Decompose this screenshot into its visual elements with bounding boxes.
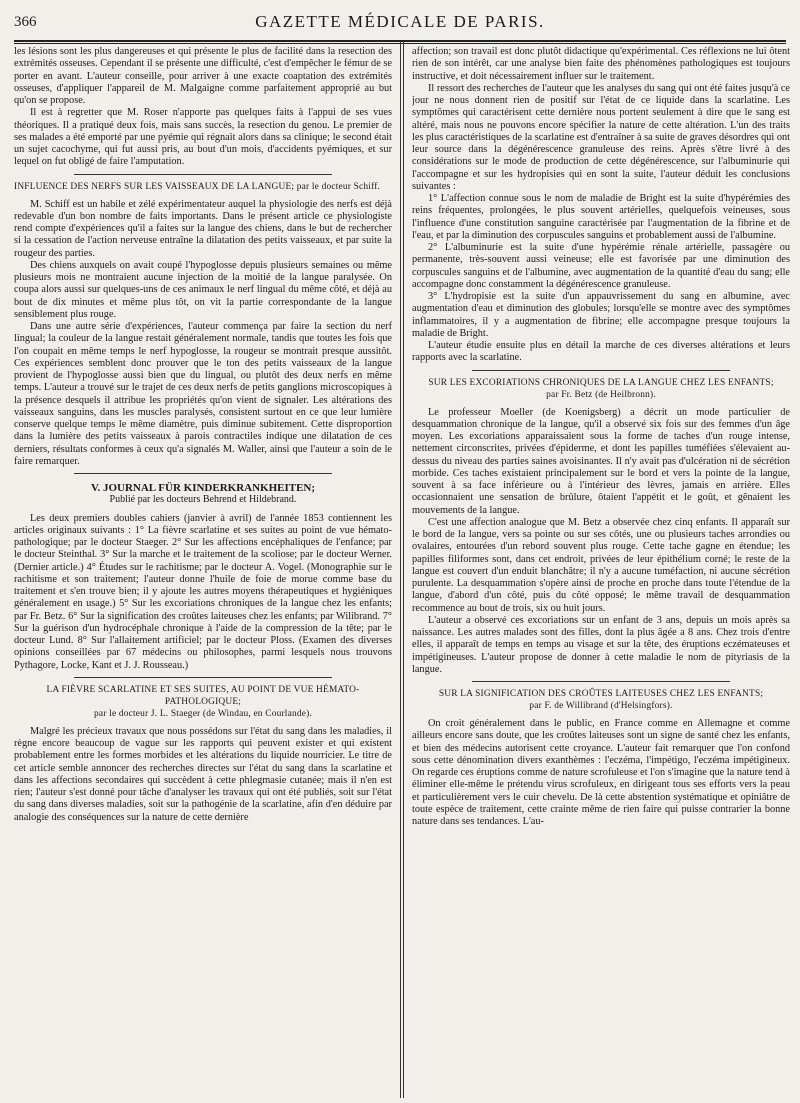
column-separator [403, 42, 404, 1098]
article-title: INFLUENCE DES NERFS SUR LES VAISSEAUX DE LA LANGUE [14, 181, 292, 192]
right-column [412, 46, 790, 1098]
page-header [14, 6, 786, 34]
paragraph: Les deux premiers doubles cahiers (janvier à avril) de l'année 1853 contiennent les articles originaux suivants : 1° La fièvre scarlatine et ses suites au point de vue hémato-pathologique; par le docteur Staeger. 2° Sur les affections encéphaliques de l'enfance; par le docteur Steinthal. 3° Sur la marche et le traitement de la scoliose; par le docteur Werner. (Dernier article.) 4° Études sur le rachitisme; par le docteur A. Vogel. (Monographie sur le rachitisme et son traitement; l'auteur donne l'huile de foie de morue comme base du traitement et s'en trouve bien; il y ajoute les autres moyens thérapeutiques et hygiéniques généralement en usage.) 5° Sur les excoriations chroniques de la langue chez les enfants; par Fr. Betz. 6° Sur la signification des croûtes laiteuses chez les enfants; par Wilibrand. 7° Sur la guérison d'un hydrocéphale chronique à l'aide de la compression de la tête; par le docteur Lund. 8° Sur l'allaitement artificiel; par le docteur Ploss. (Examen des diverses opinions conseillées par 67 médecins ou philosophes, parmi lesquels nous trouvons Pythagore, Locke, Kant et J. J. Rousseau.) [14, 512, 392, 671]
paragraph: Il est à regretter que M. Roser n'apporte pas quelques faits à l'appui de ses vues théoriques. Il a pratiqué deux fois, mais sans succès, la resection du genou. Le premier de ses malades a été emporté par une pyémie qui régnait alors dans sa clinique; le second était un sujet cacochyme, qui fut aussi pris, au bout d'un mois, d'accidents pyémiques, et sur lequel on fut obligé de faire l'amputation. [14, 107, 392, 168]
paragraph: les lésions sont les plus dangereuses et qui présente le plus de facilité dans la resection des extrémités osseuses. Cependant il se présente une difficulté, c'est d'empêcher le fémur de se porter en avant. L'auteur conseille, pour arriver à une exacte coaptation des extrémités osseuses, d'appliquer l'appareil de M. Malgaigne comme parfaitement approprié au but qu'on se propose. [14, 46, 392, 106]
paragraph: M. Schiff est un habile et zélé expérimentateur auquel la physiologie des nerfs est déjà redevable d'un bon nombre de faits importants. Dans le présent article ce physiologiste rend compte d'expériences qu'il a faites sur la langue des chiens, dans le but de rechercher si la cessation de l'action nerveuse entraîne la dilatation des petits vaisseaux, et par suite la rougeur des parties. [14, 198, 392, 259]
article-author: par Fr. Betz (de Heilbronn). [546, 389, 656, 400]
paragraph: L'auteur étudie ensuite plus en détail la marche de ces diverses altérations et leurs rapports avec la scarlatine. [412, 340, 790, 364]
article-author: par F. de Willibrand (d'Helsingfors). [529, 701, 673, 711]
paragraph: 2° L'albuminurie est la suite d'une hypérémie rénale artérielle, passagère ou permanente, très-souvent aussi veineuse; elle est favorisée par une diminution des corpuscules sanguins et de l'albumine, avec augmentation de la quantité d'eau du sang; elle accompagne donc constamment la dégénérescence granuleuse. [412, 242, 790, 290]
article-title: LA FIÈVRE SCARLATINE ET SES SUITES, AU POINT DE VUE HÉMATO-PATHOLOGIQUE; [46, 684, 360, 707]
section-rule [74, 677, 332, 678]
paragraph: Le professeur Moeller (de Koenigsberg) a décrit un mode particulier de desquammation chronique de la langue, qu'il a observé six fois sur des femmes d'un âge moyen. Les excoriations apparaissaient sous la forme de taches d'un rouge intense, nettement circonscrites, privées d'épiderme, et dont les papilles tuméfiées s'élevaient au-dessus du niveau des parties saines avoisinantes. Il n'y avait pas d'ulcération ni de sécrétion morbide. Ces taches existaient principalement sur le bord et vers la pointe de la langue, souvent à sa face inférieure ou à l'intérieur des lèvres, jamais en arrière. Elles occasionnaient une sensation de brûlure, ôtaient l'appétit et le goût, et gênaient les mouvements de la langue. [412, 406, 790, 516]
article-heading [412, 688, 790, 712]
journal-editors: Publié par les docteurs Behrend et Hildebrand. [109, 494, 297, 506]
page-number: 366 [14, 14, 37, 30]
paragraph: 3° L'hydropisie est la suite d'un appauvrissement du sang en albumine, avec augmentation d'eau et diminution des globules; lorsqu'elle se montre avec des symptômes inflammatoires, il y a augmentation de fibrine; elle accompagne presque toujours la maladie de Bright. [412, 291, 790, 339]
column-separator [400, 42, 401, 1098]
paragraph: Des chiens auxquels on avait coupé l'hypoglosse depuis plusieurs semaines ou même plusieurs mois ne montraient aucune injection de la moitié de la langue paralysée. On coupa alors aussi sur quelques-uns de ces animaux le nerf lingual du même côté, et déjà au bout de dix minutes et même plus tôt, on vit la partie correspondante de la langue sensiblement plus rouge. [14, 259, 392, 320]
journal-title: V. JOURNAL FÜR KINDERKRANKHEITEN; [90, 482, 316, 494]
paragraph: Il ressort des recherches de l'auteur que les analyses du sang qui ont été faites jusqu'à ce jour ne nous donnent rien de positif sur l'état de ce liquide dans la scarlatine. Les symptômes qui caractérisent cette dernière nous portent seulement à dire que le sang est altéré, mais nous ne pouvons encore spécifier la nature de cette altération. L'un des traits les plus caractéristiques de la scarlatine est d'entraîner à sa suite de graves désordres qui ont leur source dans la dégénérescence granuleuse des reins. Après s'être livré à des considérations sur le mode de production de cette dégénérescence, sur l'albuminurie qui l'accompagne et sur les hydropisies qui en sont la suite, l'auteur déduit les conclusions suivantes : [412, 82, 790, 192]
running-title: GAZETTE MÉDICALE DE PARIS. [255, 12, 545, 31]
paragraph: C'est une affection analogue que M. Betz a observée chez cinq enfants. Il apparaît sur le bord de la langue, vers sa pointe ou sur ses côtés, une ou plusieurs taches arrondies ou ovalaires, entourées d'un rebord souvent plus rouge. Cette tache gagne en étendue; les papilles filiformes sont, dans cet endroit, privées de leur épithélium corné; le reste de la langue est couvert d'un enduit blanchâtre; il n'y a aucune tuméfaction, ni aucune sécrétion purulente. La desquammation s'opère ainsi de proche en proche dans toute l'étendue de la langue, d'abord d'un côté, puis du côté opposé; le même travail de desquammation recommence au bout de trois, six ou huit jours. [412, 516, 790, 614]
section-rule [472, 681, 730, 682]
article-heading [14, 684, 392, 720]
article-heading [412, 377, 790, 401]
article-author: ; par le docteur Schiff. [291, 181, 381, 192]
paragraph: affection; son travail est donc plutôt didactique qu'expérimental. Ces réflexions ne lui ôtent rien de son intérêt, car une analyse bien faite des phénomènes pathologiques est toujours instructive, et doit nécessairement influer sur le traitement. [412, 46, 790, 82]
article-title: SUR LES EXCORIATIONS CHRONIQUES DE LA LANGUE CHEZ LES ENFANTS; [428, 377, 774, 388]
paragraph: Dans une autre série d'expériences, l'auteur commença par faire la section du nerf lingual; la couleur de la langue restait généralement normale, tandis que toutes les fois que l'on coupait en même temps le nerf hypoglosse, la rougeur se montrait presque aussitôt. Ces expériences semblent donc prouver que le ton des petits vaisseaux de la langue provient de l'hypoglosse aussi bien que du lingual, ou plutôt des deux nerfs en même temps. L'auteur a trouvé sur le trajet de ces deux nerfs de petits ganglions microscopiques à la présence desquels il attribue les propriétés qu'on vient de signaler. Les altérations des vaisseaux sanguins, dans les muscles paralysés, consistent surtout en ce que leur lumière conserve quelque temps le même diamètre, puis diminue subitement. Cette disproportion dans la lumière des petits vaisseaux à parois contractiles indique une dilatation de ces derniers, résultats conformes à ceux qu'a signalés M. Waller, ainsi que l'auteur a soin de le faire remarquer. [14, 321, 392, 467]
paragraph: L'auteur a observé ces excoriations sur un enfant de 3 ans, depuis un mois après sa naissance. Les autres malades sont des filles, dont la plus âgée a 8 ans. Chez trois d'entre elles, il apparaît de temps en temps au visage et sur la tête, des éruptions eczémateuses et impétigineuses. L'auteur propose de donner à cette maladie le nom de pityriasis de la langue. [412, 614, 790, 675]
section-rule [472, 370, 730, 371]
section-rule [74, 473, 332, 474]
left-column [14, 46, 392, 1098]
paragraph: Malgré les précieux travaux que nous possédons sur l'état du sang dans les maladies, il règne encore beaucoup de vague sur les rapports qui peuvent exister et qui existent probablement entre les formes morbides et les altérations du liquide nourricier. Le titre de cet article semble annoncer des recherches directes sur l'état du sang dans la scarlatine et dans les affections secondaires qui succèdent à cette phlegmasie cutanée; mais il n'en est rien; l'auteur s'est donné pour tâche d'analyser les travaux qui ont été publiés, soit sur l'état du sang dans diverses maladies, soit sur la pathogénie de la scarlatine, afin d'en déduire par analogie des conséquences sur la nature de cette dernière [14, 725, 392, 823]
paragraph: On croit généralement dans le public, en France comme en Allemagne et comme ailleurs encore sans doute, que les croûtes laiteuses sont un signe de santé chez les enfants, et bien des médecins autorisent cette croyance. L'auteur fait remarquer que l'on confond sous cette dénomination divers exanthèmes : l'eczéma, l'impétigo, l'eczéma impétigineux. On regarde ces éruptions comme de nature scrofuleuse et l'on s'imagine que la nature tend à éliminer elle-même le prétendu virus scrofuleux, en dirigeant tous ses efforts vers la peau et particulièrement vers le cuir chevelu. De là cette abstention systématique et opiniâtre de toute espèce de traitement, cette crainte même de rien faire qui puisse contrarier la bonne nature dans ses tendances. L'au- [412, 718, 790, 827]
article-title: SUR LA SIGNIFICATION DES CROÛTES LAITEUSES CHEZ LES ENFANTS; [438, 689, 764, 699]
article-author: par le docteur J. L. Staeger (de Windau, en Courlande). [94, 708, 312, 719]
article-heading [14, 181, 392, 193]
paragraph: 1° L'affection connue sous le nom de maladie de Bright est la suite d'hypérémies des reins fréquentes, prolongées, le plus souvent artérielles, quelquefois veineuses, sous l'influence d'une constitution sanguine caractérisée par l'augmentation de la fibrine et de l'eau, et par la diminution des corpuscules sanguins et probablement aussi de l'albumine. [412, 193, 790, 241]
section-rule [74, 174, 332, 175]
